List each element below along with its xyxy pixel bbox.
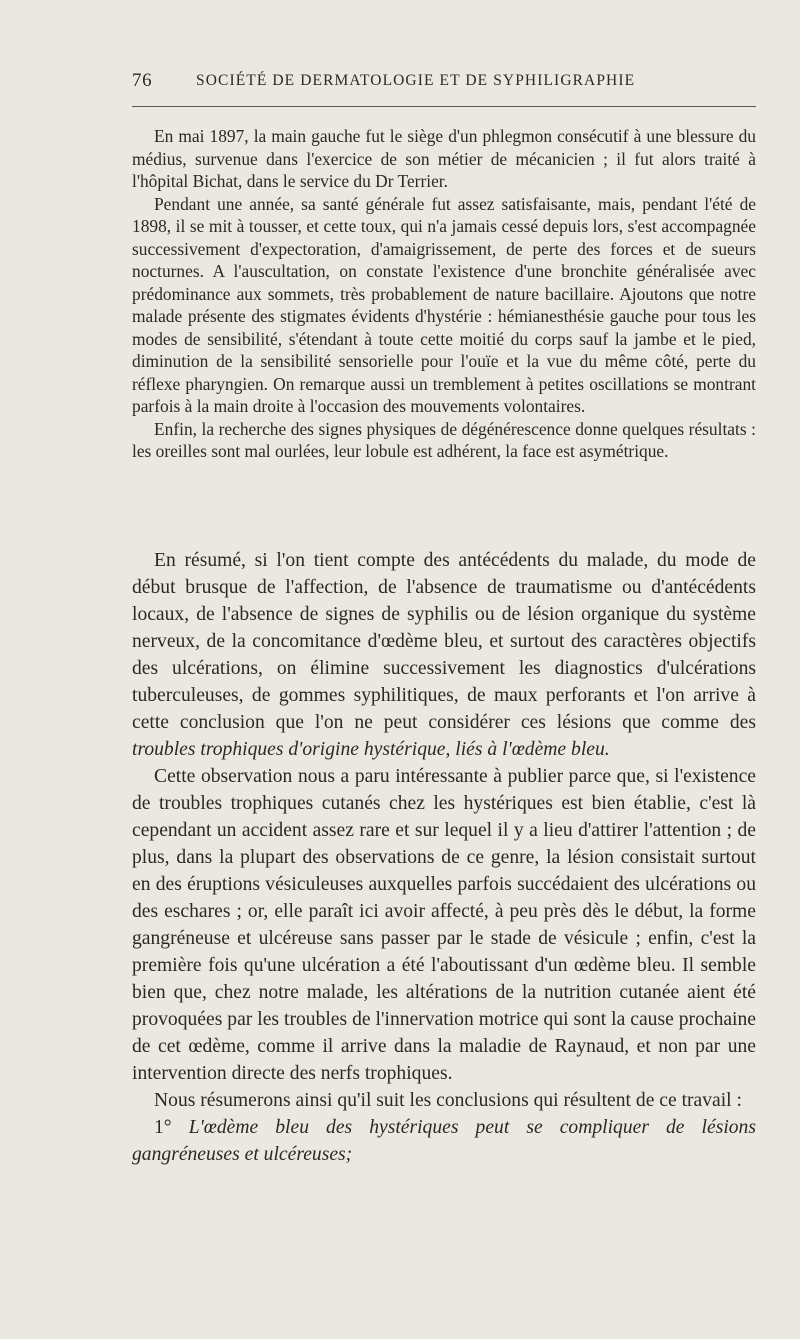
paragraph-clinical-history: Pendant une année, sa santé générale fut assez satisfaisante, mais, pendant l'été de 1898, il se mit à tousser, et cette toux, qui n'a jamais cessé depuis lors, s'est accompagnée successivement d'expectoration, d'amaigrissement, de perte des forces et de sueurs nocturnes. A l'auscultation, on constate l'existence d'une bronchite généralisée avec prédominance aux sommets, très probablement de nature bacillaire. Ajoutons que notre malade présente des stigmates évidents d'hystérie : hémianesthésie gauche pour tous les modes de sensibilité, s'étendant à toute cette moitié du corps sauf la jambe et le pied, diminution de la sensibilité sensorielle pour l'ouïe et la vue du même côté, perte du réflexe pharyngien. On remarque aussi un tremblement à petites oscillations se montrant parfois à la main droite à l'occasion des mouvements volontaires. [132, 193, 756, 416]
paragraph-summary [132, 547, 756, 763]
paragraph-hand-injury: En mai 1897, la main gauche fut le siège d'un phlegmon consécutif à une blessure du médius, survenue dans l'exercice de son métier de mécanicien ; il fut alors traité à l'hôpital Bichat, dans le service du Dr Terrier. [132, 126, 756, 191]
header-rule [132, 106, 756, 107]
conclusion-number: 1° [154, 1117, 172, 1138]
paragraph-interest: Cette observation nous a paru intéressante à publier parce que, si l'existence de troubles trophiques cutanés chez les hystériques est bien établie, c'est là cependant un accident assez rare et sur lequel il y a lieu d'attirer l'attention ; de plus, dans la plupart des observations de ce genre, la lésion consistait surtout en des éruptions vésiculeuses auxquelles parfois succédaient des ulcérations ou des eschares ; or, elle paraît ici avoir affecté, à peu près dès le début, la forme gangréneuse et ulcéreuse sans passer par le stade de vésicule ; enfin, c'est la première fois qu'une ulcération a été l'aboutissant d'un œdème bleu. Il semble bien que, chez notre malade, les altérations de la nutrition cutanée aient été provoquées par les troubles de l'innervation motrice qui sont la cause prochaine de cet œdème, comme il arrive dans la maladie de Raynaud, et non par une intervention directe des nerfs trophiques. [132, 766, 756, 1084]
case-report-block [132, 125, 756, 463]
page-number: 76 [132, 70, 153, 91]
running-head [132, 70, 756, 100]
running-title: SOCIÉTÉ DE DERMATOLOGIE ET DE SYPHILIGRAPHIE [196, 72, 636, 89]
discussion-block [132, 547, 756, 1168]
summary-italic-diagnosis: troubles trophiques d'origine hystérique, liés à l'œdème bleu. [132, 739, 610, 760]
conclusion-item-1 [132, 1114, 756, 1168]
summary-text: En résumé, si l'on tient compte des antécédents du malade, du mode de début brusque de l'affection, de l'absence de traumatisme ou d'antécédents locaux, de l'absence de signes de syphilis ou de lésion organique du système nerveux, de la concomitance d'œdème bleu, et surtout des caractères objectifs des ulcérations, on élimine successivement les diagnostics d'ulcérations tuberculeuses, de gommes syphilitiques, de maux perforants et l'on arrive à cette conclusion que l'on ne peut considérer ces lésions que comme des [132, 550, 756, 733]
conclusion-text: L'œdème bleu des hystériques peut se compliquer de lésions gangréneuses et ulcéreuses; [132, 1117, 756, 1165]
paragraph-conclusion-intro: Nous résumerons ainsi qu'il suit les conclusions qui résultent de ce travail : [154, 1090, 742, 1111]
paragraph-degeneration-signs: Enfin, la recherche des signes physiques de dégénérescence donne quelques résultats : les oreilles sont mal ourlées, leur lobule est adhérent, la face est asymétrique. [132, 418, 756, 461]
